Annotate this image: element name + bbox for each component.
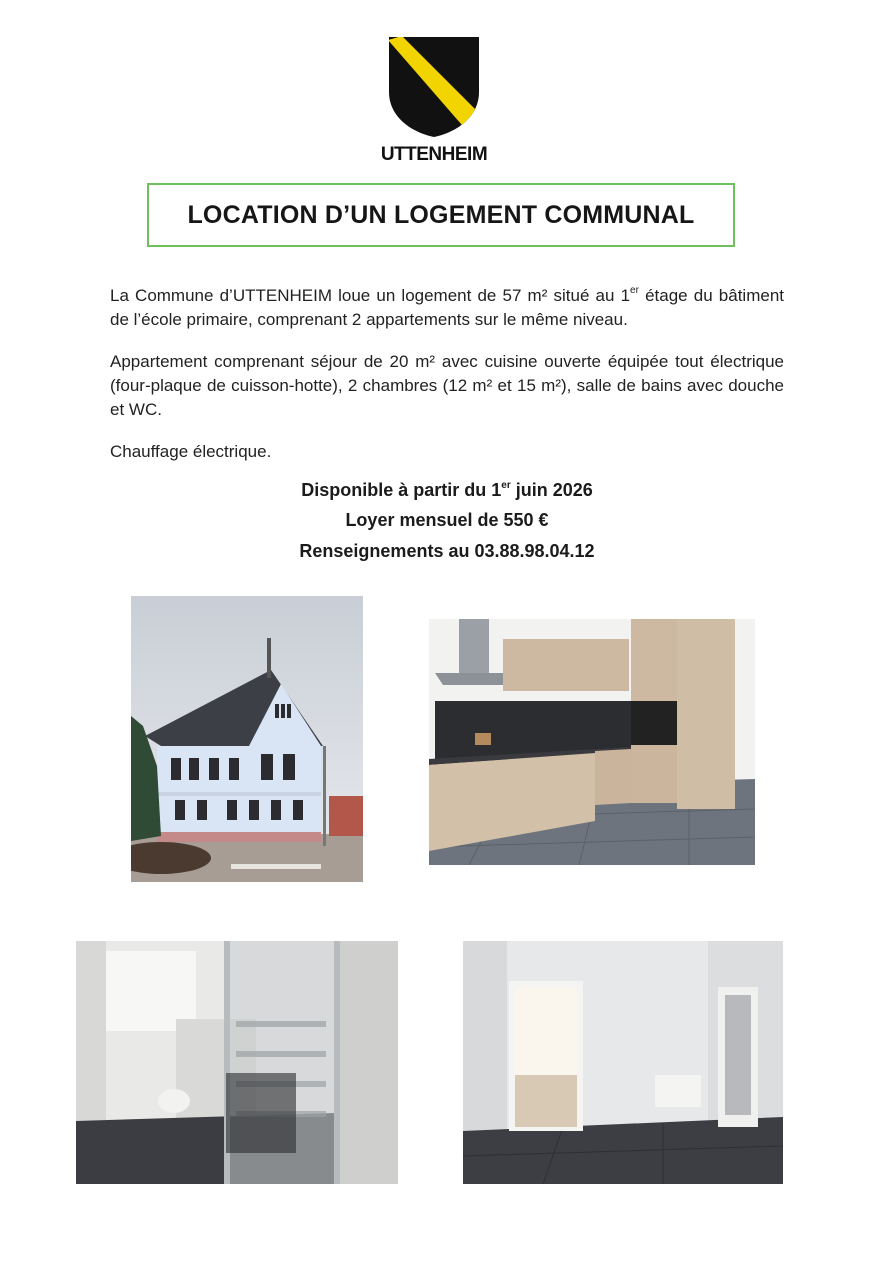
description-text-a: La Commune d’UTTENHEIM loue un logement de 57 m² situé au 1	[110, 286, 631, 305]
school-building-photo	[131, 596, 363, 882]
page-title: LOCATION D’UN LOGEMENT COMMUNAL	[187, 200, 695, 229]
availability-text-b: juin 2026	[510, 480, 593, 500]
contact-line: Renseignements au 03.88.98.04.12	[299, 541, 595, 561]
availability-ordinal: er	[501, 480, 511, 491]
description-text-b: étage du bâtiment de l’école primaire, comprenant 2 appartements sur le même niveau.	[110, 286, 784, 329]
availability-line	[110, 480, 784, 501]
title-box	[147, 183, 735, 247]
apartment-paragraph: Appartement comprenant séjour de 20 m² avec cuisine ouverte équipée tout électrique (four-plaque de cuisson-hotte), 2 chambres (12 m² et 15 m²), salle de bains avec douche et WC.	[110, 352, 784, 419]
rent-line: Loyer mensuel de 550 €	[345, 510, 549, 530]
town-name: UTTENHEIM	[380, 144, 488, 165]
kitchen-photo	[429, 619, 755, 865]
heating-paragraph: Chauffage électrique.	[110, 442, 272, 461]
availability-text-a: Disponible à partir du 1	[301, 480, 502, 500]
living-room-photo	[463, 941, 783, 1184]
bathroom-photo	[76, 941, 398, 1184]
ordinal-suffix: er	[630, 285, 639, 297]
coat-of-arms-icon	[388, 36, 480, 138]
description-paragraph	[110, 284, 784, 332]
